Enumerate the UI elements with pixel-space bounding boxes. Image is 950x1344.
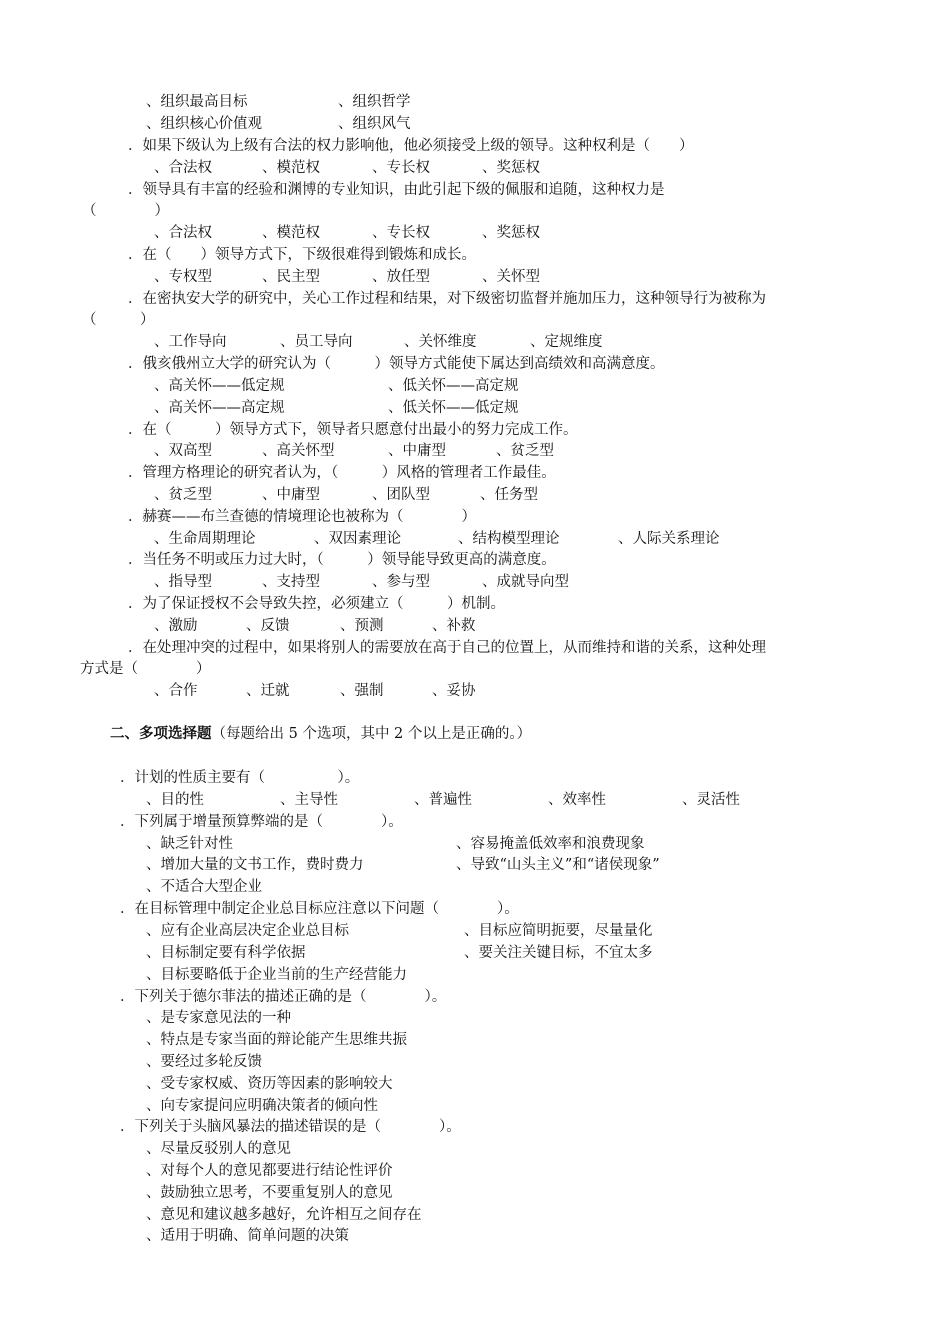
option-text: 、高关怀——高定规 bbox=[154, 400, 285, 416]
option-text: 、合法权 bbox=[154, 225, 212, 241]
option-text: 、缺乏针对性 bbox=[146, 836, 233, 852]
option-text: 、中庸型 bbox=[388, 443, 446, 459]
option-text: 、反馈 bbox=[246, 618, 290, 634]
section-title: 二、多项选择题 bbox=[110, 725, 212, 742]
option-text: 、对每个人的意见都要进行结论性评价 bbox=[146, 1163, 393, 1179]
option-text: 、组织最高目标 bbox=[146, 94, 248, 110]
question-stem: ．俄亥俄州立大学的研究认为（ ）领导方式能使下属达到高绩效和高满意度。 bbox=[128, 356, 665, 372]
option-text: 、双高型 bbox=[154, 443, 212, 459]
option-text: 、目标要略低于企业当前的生产经营能力 bbox=[146, 967, 407, 983]
option-text: 、受专家权威、资历等因素的影响较大 bbox=[146, 1076, 393, 1092]
option-text: 、民主型 bbox=[262, 269, 320, 285]
option-text: 、指导型 bbox=[154, 574, 212, 590]
option-text: 、人际关系理论 bbox=[618, 531, 720, 547]
option-text: 、合作 bbox=[154, 683, 198, 699]
option-text: 、强制 bbox=[340, 683, 384, 699]
option-text: 、补救 bbox=[432, 618, 476, 634]
option-text: 、员工导向 bbox=[280, 334, 353, 350]
option-text: 、妥协 bbox=[432, 683, 476, 699]
option-text: 、模范权 bbox=[262, 160, 320, 176]
option-text: 、目标制定要有科学依据 bbox=[146, 945, 306, 961]
option-text: 、尽量反驳别人的意见 bbox=[146, 1141, 291, 1157]
option-text: 、贫乏型 bbox=[496, 443, 554, 459]
option-text: 、要关注关键目标，不宜太多 bbox=[464, 945, 653, 961]
option-text: 、关怀型 bbox=[482, 269, 540, 285]
option-text: 、定规维度 bbox=[530, 334, 603, 350]
question-stem: ．在密执安大学的研究中，关心工作过程和结果，对下级密切监督并施加压力，这种领导行为被称为 bbox=[128, 291, 766, 307]
option-text: 、效率性 bbox=[548, 792, 606, 808]
option-text: 、增加大量的文书工作，费时费力 bbox=[146, 857, 364, 873]
option-text: 、结构模型理论 bbox=[458, 531, 560, 547]
option-text: 、迁就 bbox=[246, 683, 290, 699]
option-text: 、支持型 bbox=[262, 574, 320, 590]
option-text: 、是专家意见法的一种 bbox=[146, 1010, 291, 1026]
option-text: 、灵活性 bbox=[682, 792, 740, 808]
question-stem: ．如果下级认为上级有合法的权力影响他，他必须接受上级的领导。这种权利是（ ） bbox=[128, 138, 694, 154]
question-stem: ．在（ ）领导方式下，领导者只愿意付出最小的努力完成工作。 bbox=[128, 422, 578, 438]
option-text: 、要经过多轮反馈 bbox=[146, 1054, 262, 1070]
option-text: 、预测 bbox=[340, 618, 384, 634]
option-text: 、鼓励独立思考，不要重复别人的意见 bbox=[146, 1185, 393, 1201]
question-stem: ．领导具有丰富的经验和渊博的专业知识，由此引起下级的佩服和追随，这种权力是 bbox=[128, 182, 665, 198]
option-text: 、专权型 bbox=[154, 269, 212, 285]
option-text: 、不适合大型企业 bbox=[146, 879, 262, 895]
question-stem: ．在处理冲突的过程中，如果将别人的需要放在高于自己的位置上，从而维持和谐的关系，这种处理 bbox=[128, 640, 766, 656]
option-text: 、低关怀——高定规 bbox=[388, 378, 519, 394]
option-text: 、生命周期理论 bbox=[154, 531, 256, 547]
option-text: 、应有企业高层决定企业总目标 bbox=[146, 923, 349, 939]
option-text: 、导致“山头主义”和“诸侯现象” bbox=[456, 857, 660, 873]
question-stem: ．为了保证授权不会导致失控，必须建立（ ）机制。 bbox=[128, 596, 505, 612]
question-stem-cont: （ ） bbox=[82, 312, 155, 328]
question-stem: ．下列关于德尔菲法的描述正确的是（ ）。 bbox=[120, 989, 447, 1005]
option-text: 、成就导向型 bbox=[482, 574, 569, 590]
option-text: 、组织风气 bbox=[338, 116, 411, 132]
option-text: 、中庸型 bbox=[262, 487, 320, 503]
question-stem: ．管理方格理论的研究者认为，（ ）风格的管理者工作最佳。 bbox=[128, 465, 556, 481]
option-text: 、普遍性 bbox=[414, 792, 472, 808]
question-stem: ．在（ ）领导方式下，下级很难得到锻炼和成长。 bbox=[128, 247, 476, 263]
question-stem: ．计划的性质主要有（ ）。 bbox=[120, 770, 360, 786]
question-stem-cont: （ ） bbox=[82, 203, 169, 219]
option-text: 、专长权 bbox=[372, 160, 430, 176]
question-stem: ．当任务不明或压力过大时，（ ）领导能导致更高的满意度。 bbox=[128, 552, 556, 568]
option-text: 、贫乏型 bbox=[154, 487, 212, 503]
option-text: 、低关怀——低定规 bbox=[388, 400, 519, 416]
option-text: 、模范权 bbox=[262, 225, 320, 241]
question-stem: ．下列属于增量预算弊端的是（ ）。 bbox=[120, 814, 403, 830]
option-text: 、关怀维度 bbox=[404, 334, 477, 350]
option-text: 、特点是专家当面的辩论能产生思维共振 bbox=[146, 1032, 407, 1048]
option-text: 、激励 bbox=[154, 618, 198, 634]
option-text: 、目标应简明扼要，尽量量化 bbox=[464, 923, 653, 939]
option-text: 、高关怀——低定规 bbox=[154, 378, 285, 394]
question-stem: ．下列关于头脑风暴法的描述错误的是（ ）。 bbox=[120, 1119, 461, 1135]
option-text: 、高关怀型 bbox=[262, 443, 335, 459]
option-text: 、双因素理论 bbox=[314, 531, 401, 547]
option-text: 、团队型 bbox=[372, 487, 430, 503]
option-text: 、奖惩权 bbox=[482, 160, 540, 176]
option-text: 、放任型 bbox=[372, 269, 430, 285]
option-text: 、专长权 bbox=[372, 225, 430, 241]
option-text: 、目的性 bbox=[146, 792, 204, 808]
option-text: 、组织哲学 bbox=[338, 94, 411, 110]
option-text: 、意见和建议越多越好，允许相互之间存在 bbox=[146, 1207, 422, 1223]
question-stem: ．在目标管理中制定企业总目标应注意以下问题（ ）。 bbox=[120, 901, 519, 917]
section-heading bbox=[110, 724, 531, 744]
question-stem-cont: 方式是（ ） bbox=[80, 661, 211, 677]
option-text: 、组织核心价值观 bbox=[146, 116, 262, 132]
question-stem: ．赫赛——布兰查德的情境理论也被称为（ ） bbox=[128, 509, 476, 525]
option-text: 、容易掩盖低效率和浪费现象 bbox=[456, 836, 645, 852]
option-text: 、奖惩权 bbox=[482, 225, 540, 241]
option-text: 、工作导向 bbox=[154, 334, 227, 350]
option-text: 、主导性 bbox=[280, 792, 338, 808]
option-text: 、任务型 bbox=[480, 487, 538, 503]
option-text: 、合法权 bbox=[154, 160, 212, 176]
section-note: （每题给出 5 个选项，其中 2 个以上是正确的。） bbox=[211, 726, 532, 742]
option-text: 、参与型 bbox=[372, 574, 430, 590]
option-text: 、向专家提问应明确决策者的倾向性 bbox=[146, 1098, 378, 1114]
option-text: 、适用于明确、简单问题的决策 bbox=[146, 1228, 349, 1244]
